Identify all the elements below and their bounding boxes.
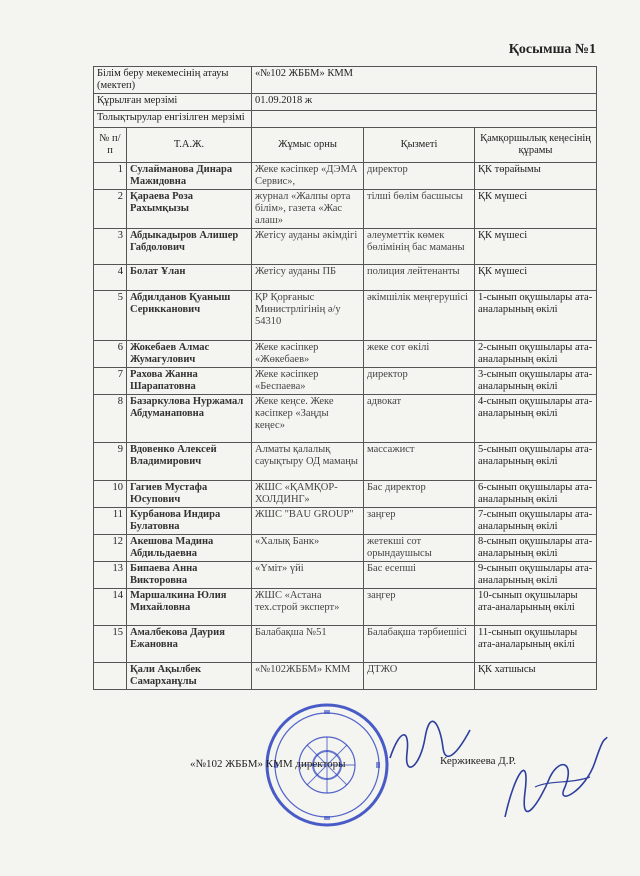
row-number: 6 [94, 341, 127, 368]
member-name: Қали Ақылбек Самарханұлы [127, 663, 252, 690]
member-role: ҚК хатшысы [475, 663, 597, 690]
member-role: 7-сынып оқушылары ата-аналарының өкілі [475, 508, 597, 535]
member-workplace: Жетісу ауданы ПБ [252, 265, 364, 291]
member-role: 6-сынып оқушылары ата-аналарының өкілі [475, 481, 597, 508]
member-position: әлеуметтік көмек бөлімінің бас маманы [364, 229, 475, 265]
annex-label: Қосымша №1 [508, 42, 596, 57]
member-name: Курбанова Индира Булатовна [127, 508, 252, 535]
header-work: Жұмыс орны [252, 128, 364, 163]
member-role: 10-сынып оқушылары ата-аналарының өкілі [475, 589, 597, 626]
table-row [94, 395, 597, 443]
member-position: адвокат [364, 395, 475, 443]
member-position: полиция лейтенанты [364, 265, 475, 291]
member-name: Абдилданов Қуаныш Серикканович [127, 291, 252, 341]
footer-organization: «№102 ЖББМ» КММ директоры [190, 758, 346, 770]
member-workplace: «Халық Банк» [252, 535, 364, 562]
member-role: ҚК төрайымы [475, 163, 597, 190]
header-name: Т.А.Ж. [127, 128, 252, 163]
table-row [94, 481, 597, 508]
row-number: 1 [94, 163, 127, 190]
member-position: массажист [364, 443, 475, 481]
member-position: жетекші сот орындаушысы [364, 535, 475, 562]
member-name: Маршалкина Юлия Михайловна [127, 589, 252, 626]
table-row [94, 663, 597, 690]
row-number: 10 [94, 481, 127, 508]
member-name: Абдыкадыров Алишер Габдолович [127, 229, 252, 265]
row-number: 15 [94, 626, 127, 663]
member-name: Болат Ұлан [127, 265, 252, 291]
member-name: Амалбекова Даурия Ежановна [127, 626, 252, 663]
member-role: ҚК мүшесі [475, 229, 597, 265]
member-name: Базаркулова Нуржамал Абдуманаповна [127, 395, 252, 443]
header-position: Қызметі [364, 128, 475, 163]
row-number: 4 [94, 265, 127, 291]
member-role: 3-сынып оқушылары ата-аналарының өкілі [475, 368, 597, 395]
table-row [94, 443, 597, 481]
member-position: заңгер [364, 589, 475, 626]
signer-signature-icon [495, 732, 615, 832]
member-name: Акешова Мадина Абдильдаевна [127, 535, 252, 562]
info-row [94, 111, 597, 128]
table-row [94, 190, 597, 229]
table-row [94, 229, 597, 265]
member-role: 1-сынып оқушылары ата-аналарының өкілі [475, 291, 597, 341]
member-workplace: Жеке кәсіпкер «Беспаева» [252, 368, 364, 395]
info-row [94, 94, 597, 111]
member-name: Жокебаев Алмас Жумагулович [127, 341, 252, 368]
table-row [94, 265, 597, 291]
member-workplace: «№102ЖББМ» КММ [252, 663, 364, 690]
row-number: 7 [94, 368, 127, 395]
institution-info [94, 67, 597, 128]
member-rows [94, 163, 597, 690]
member-workplace: Жетісу ауданы әкімдігі [252, 229, 364, 265]
member-name: Сулайманова Динара Мажидовна [127, 163, 252, 190]
row-number: 14 [94, 589, 127, 626]
table-row [94, 163, 597, 190]
row-number: 11 [94, 508, 127, 535]
row-number [94, 663, 127, 690]
member-position: Бас есепші [364, 562, 475, 589]
row-number: 8 [94, 395, 127, 443]
member-name: Гагиев Мустафа Юсупович [127, 481, 252, 508]
member-role: 11-сынып оқушылары ата-аналарының өкілі [475, 626, 597, 663]
member-role: 2-сынып оқушылары ата-аналарының өкілі [475, 341, 597, 368]
member-position: ДТЖО [364, 663, 475, 690]
table-row [94, 626, 597, 663]
header-role: Қамқоршылық кеңесінің құрамы [475, 128, 597, 163]
member-role: ҚК мүшесі [475, 265, 597, 291]
member-position: Бас директор [364, 481, 475, 508]
member-workplace: Алматы қалалық сауықтыру ОД мамаңы [252, 443, 364, 481]
member-name: Бипаева Анна Викторовна [127, 562, 252, 589]
council-table [93, 66, 597, 690]
row-number: 3 [94, 229, 127, 265]
row-number: 2 [94, 190, 127, 229]
member-name: Қараева Роза Рахымқызы [127, 190, 252, 229]
table-row [94, 589, 597, 626]
member-role: ҚК мүшесі [475, 190, 597, 229]
member-position: Балабақша тәрбиешісі [364, 626, 475, 663]
member-position: заңгер [364, 508, 475, 535]
member-role: 4-сынып оқушылары ата-аналарының өкілі [475, 395, 597, 443]
member-workplace: ЖШС «Астана тех.строй эксперт» [252, 589, 364, 626]
member-workplace: Жеке кәсіпкер «Жөкебаев» [252, 341, 364, 368]
info-value [252, 111, 597, 128]
member-position: директор [364, 163, 475, 190]
member-workplace: Жеке кәсіпкер «ДЭМА Сервис», [252, 163, 364, 190]
member-role: 9-сынып оқушылары ата-аналарының өкілі [475, 562, 597, 589]
member-workplace: ЖШС «ҚАМҚОР-ХОЛДИНГ» [252, 481, 364, 508]
member-workplace: ЖШС "BAU GROUP" [252, 508, 364, 535]
member-position: директор [364, 368, 475, 395]
member-position: әкімшілік меңгерушісі [364, 291, 475, 341]
member-role: 8-сынып оқушылары ата-аналарының өкілі [475, 535, 597, 562]
member-workplace: журнал «Жалпы орта білім», газета «Жас алаш» [252, 190, 364, 229]
row-number: 5 [94, 291, 127, 341]
member-workplace: «Үміт» үйі [252, 562, 364, 589]
info-label: Толықтырулар енгізілген мерзімі [94, 111, 252, 128]
table-row [94, 562, 597, 589]
table-row [94, 508, 597, 535]
member-position: жеке сот өкілі [364, 341, 475, 368]
info-value: «№102 ЖББМ» КММ [252, 67, 597, 94]
header-num: № п/п [94, 128, 127, 163]
table-header-row [94, 128, 597, 163]
member-workplace: Балабақша №51 [252, 626, 364, 663]
row-number: 12 [94, 535, 127, 562]
table-row [94, 368, 597, 395]
info-label: Құрылған мерзімі [94, 94, 252, 111]
info-value: 01.09.2018 ж [252, 94, 597, 111]
member-role: 5-сынып оқушылары ата-аналарының өкілі [475, 443, 597, 481]
table-row [94, 535, 597, 562]
footer-signer: Кержикеева Д.Р. [440, 755, 517, 767]
member-workplace: Жеке кеңсе. Жеке кәсіпкер «Заңды кеңес» [252, 395, 364, 443]
member-name: Вдовенко Алексей Владимирович [127, 443, 252, 481]
member-position: тілші бөлім басшысы [364, 190, 475, 229]
member-workplace: ҚР Қорғаныс Министрлігінің ә/у 54310 [252, 291, 364, 341]
info-label: Білім беру мекемесінің атауы (мектеп) [94, 67, 252, 94]
director-signature-icon [385, 718, 475, 778]
row-number: 13 [94, 562, 127, 589]
table-row [94, 291, 597, 341]
table-row [94, 341, 597, 368]
info-row [94, 67, 597, 94]
row-number: 9 [94, 443, 127, 481]
member-name: Рахова Жанна Шарапатовна [127, 368, 252, 395]
